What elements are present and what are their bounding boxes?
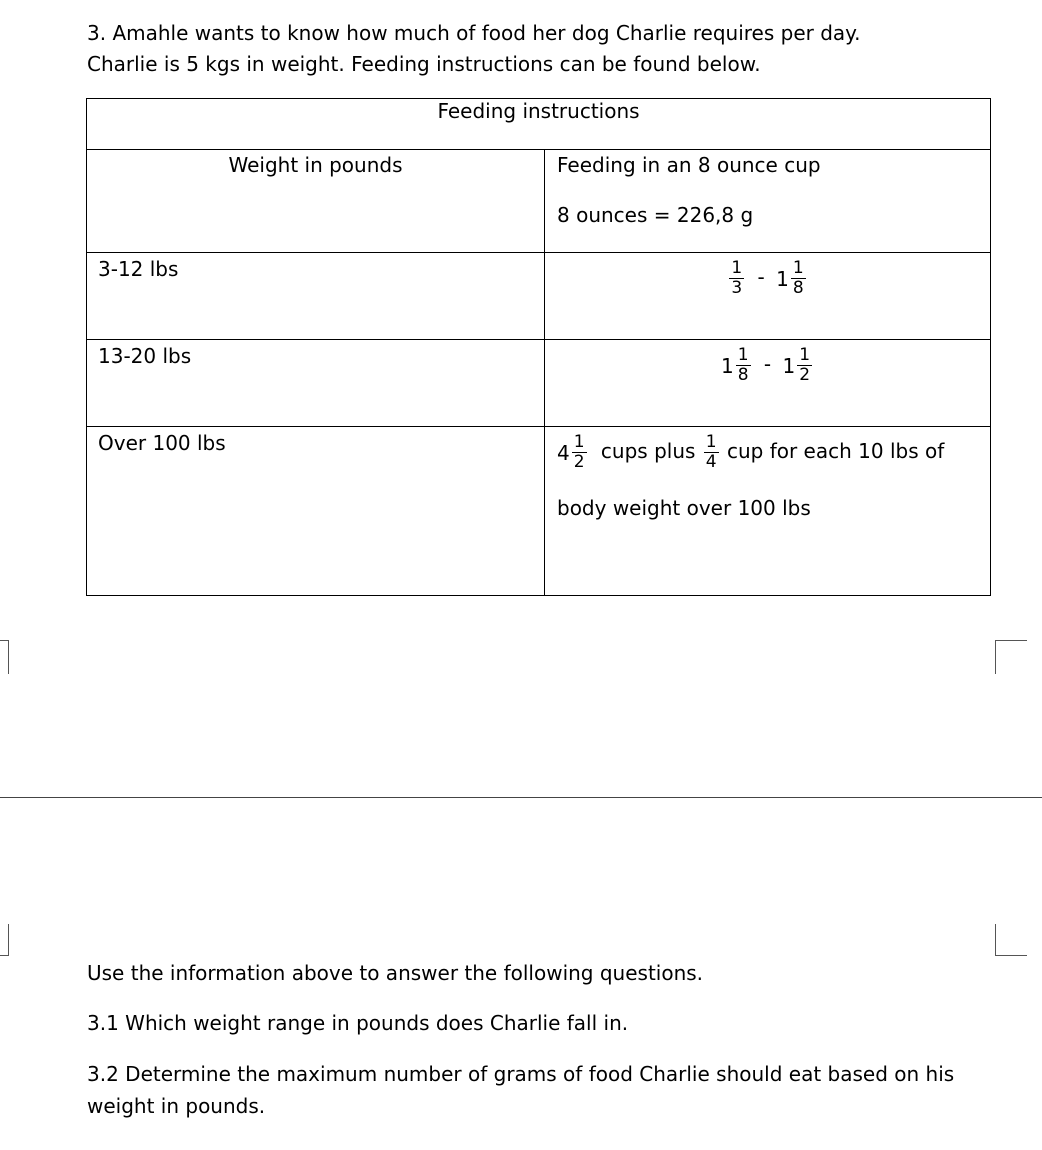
table-title-row [87,99,991,150]
question-line-2: Charlie is 5 kgs in weight. Feeding instructions can be found below. [87,52,761,76]
fraction: $\frac{1}{2}$ [799,345,811,385]
fraction: $\frac{1}{3}$ [731,258,743,298]
table-row [87,340,991,427]
fraction-extra: $\frac{1}{4}$ [705,432,717,472]
fraction: $\frac{1}{8}$ [792,258,804,298]
crop-mark [995,640,1027,674]
fraction: $\frac{1}{2}$ [573,432,585,472]
question-3-2: 3.2 Determine the maximum number of grams of food Charlie should eat based on his weight in pounds. [87,1062,955,1118]
header-feeding [545,150,991,253]
feeding-line2: body weight over 100 lbs [557,496,811,520]
fraction-from [727,259,746,298]
feeding-cell: $\frac{1}{3}$ - 1 $\frac{1}{8}$ [545,253,991,340]
questions-intro: Use the information above to answer the following questions. [87,961,704,985]
weight-cell: 13-20 lbs [87,340,545,427]
questions-section [87,958,1007,1142]
page-divider [0,797,1042,798]
table-title: Feeding instructions [87,99,991,150]
header-feeding-line1: Feeding in an 8 ounce cup [557,153,821,177]
crop-mark [995,924,1027,956]
crop-mark [0,924,9,956]
crop-mark [0,640,9,674]
weight-cell: Over 100 lbs [87,427,545,596]
header-weight: Weight in pounds [87,150,545,253]
question-intro [87,18,987,80]
fraction-base: 4 $\frac{1}{2}$ [557,432,585,472]
table-row [87,427,991,596]
feeding-table [86,98,991,596]
feeding-cell: 1 $\frac{1}{8}$ - 1 $\frac{1}{2}$ [545,340,991,427]
fraction: $\frac{1}{8}$ [737,345,749,385]
feeding-cell [545,427,991,596]
fraction-to: 1 $\frac{1}{8}$ [776,258,804,298]
question-line-1: 3. Amahle wants to know how much of food her dog Charlie requires per day. [87,21,861,45]
question-3-1: 3.1 Which weight range in pounds does Charlie fall in. [87,1011,629,1035]
fraction-to: 1 $\frac{1}{2}$ [782,345,811,385]
header-feeding-line2: 8 ounces = 226,8 g [557,203,754,227]
fraction-from: 1 $\frac{1}{8}$ [720,345,749,385]
feeding-line1: 4 $\frac{1}{2}$ cups plus $\frac{1}{4}$ cup for each 10 lbs of [557,432,945,472]
weight-cell: 3-12 lbs [87,253,545,340]
table-header-row [87,150,991,253]
table-row [87,253,991,340]
